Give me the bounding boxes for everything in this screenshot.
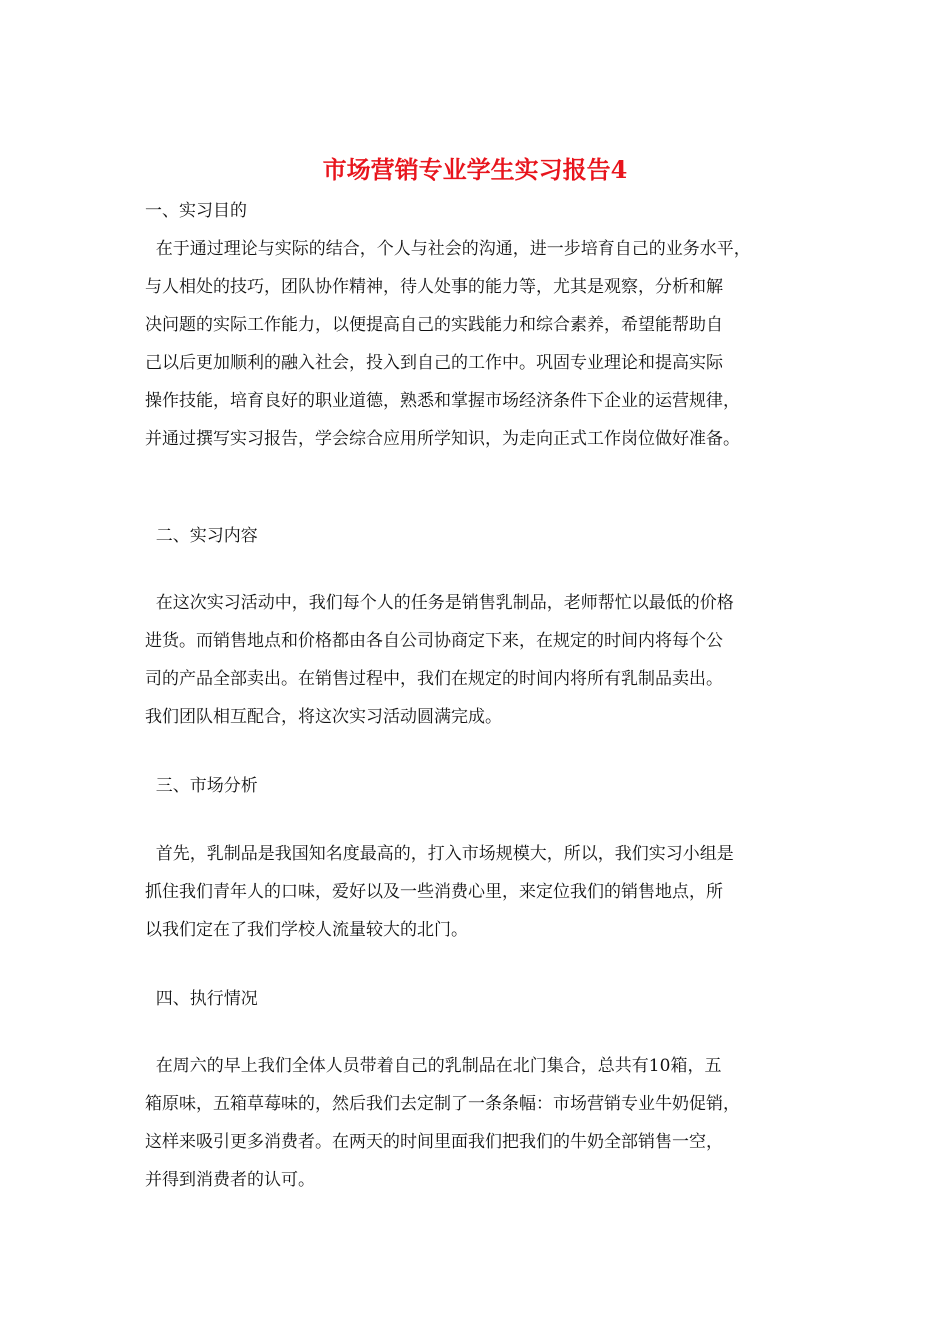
paragraph-line: 进货。而销售地点和价格都由各自公司协商定下来，在规定的时间内将每个公 bbox=[145, 631, 723, 651]
section-heading-content: 二、实习内容 bbox=[145, 526, 258, 546]
section-body-purpose bbox=[145, 230, 751, 458]
paragraph-line: 并通过撰写实习报告，学会综合应用所学知识，为走向正式工作岗位做好准备。 bbox=[145, 429, 740, 449]
paragraph-line: 首先，乳制品是我国知名度最高的，打入市场规模大，所以，我们实习小组是 bbox=[145, 844, 734, 864]
paragraph-line: 箱原味，五箱草莓味的，然后我们去定制了一条条幅：市场营销专业牛奶促销， bbox=[145, 1094, 740, 1114]
paragraph-line: 这样来吸引更多消费者。在两天的时间里面我们把我们的牛奶全部销售一空， bbox=[145, 1132, 723, 1152]
paragraph-line: 与人相处的技巧，团队协作精神，待人处事的能力等，尤其是观察，分析和解 bbox=[145, 277, 723, 297]
paragraph-line: 决问题的实际工作能力，以便提高自己的实践能力和综合素养，希望能帮助自 bbox=[145, 315, 723, 335]
paragraph-line: 操作技能，培育良好的职业道德，熟悉和掌握市场经济条件下企业的运营规律， bbox=[145, 391, 740, 411]
section-heading-market-analysis: 三、市场分析 bbox=[145, 776, 258, 796]
paragraph-line: 司的产品全部卖出。在销售过程中，我们在规定的时间内将所有乳制品卖出。 bbox=[145, 669, 723, 689]
paragraph-line: 在于通过理论与实际的结合，个人与社会的沟通，进一步培育自己的业务水平， bbox=[145, 239, 751, 259]
paragraph-line: 我们团队相互配合，将这次实习活动圆满完成。 bbox=[145, 707, 502, 727]
paragraph-line: 在周六的早上我们全体人员带着自己的乳制品在北门集合，总共有10箱，五 bbox=[145, 1056, 722, 1076]
section-body-execution bbox=[145, 1047, 740, 1199]
paragraph-line: 并得到消费者的认可。 bbox=[145, 1170, 315, 1190]
section-heading-execution: 四、执行情况 bbox=[145, 989, 258, 1009]
paragraph-line: 在这次实习活动中，我们每个人的任务是销售乳制品，老师帮忙以最低的价格 bbox=[145, 593, 734, 613]
section-body-market-analysis bbox=[145, 835, 734, 949]
paragraph-line: 抓住我们青年人的口味，爱好以及一些消费心里，来定位我们的销售地点，所 bbox=[145, 882, 723, 902]
section-heading-purpose: 一、实习目的 bbox=[145, 201, 247, 221]
paragraph-line: 己以后更加顺利的融入社会，投入到自己的工作中。巩固专业理论和提高实际 bbox=[145, 353, 723, 373]
document-title: 市场营销专业学生实习报告4 bbox=[322, 155, 628, 184]
section-body-content bbox=[145, 584, 734, 736]
paragraph-line: 以我们定在了我们学校人流量较大的北门。 bbox=[145, 920, 468, 940]
